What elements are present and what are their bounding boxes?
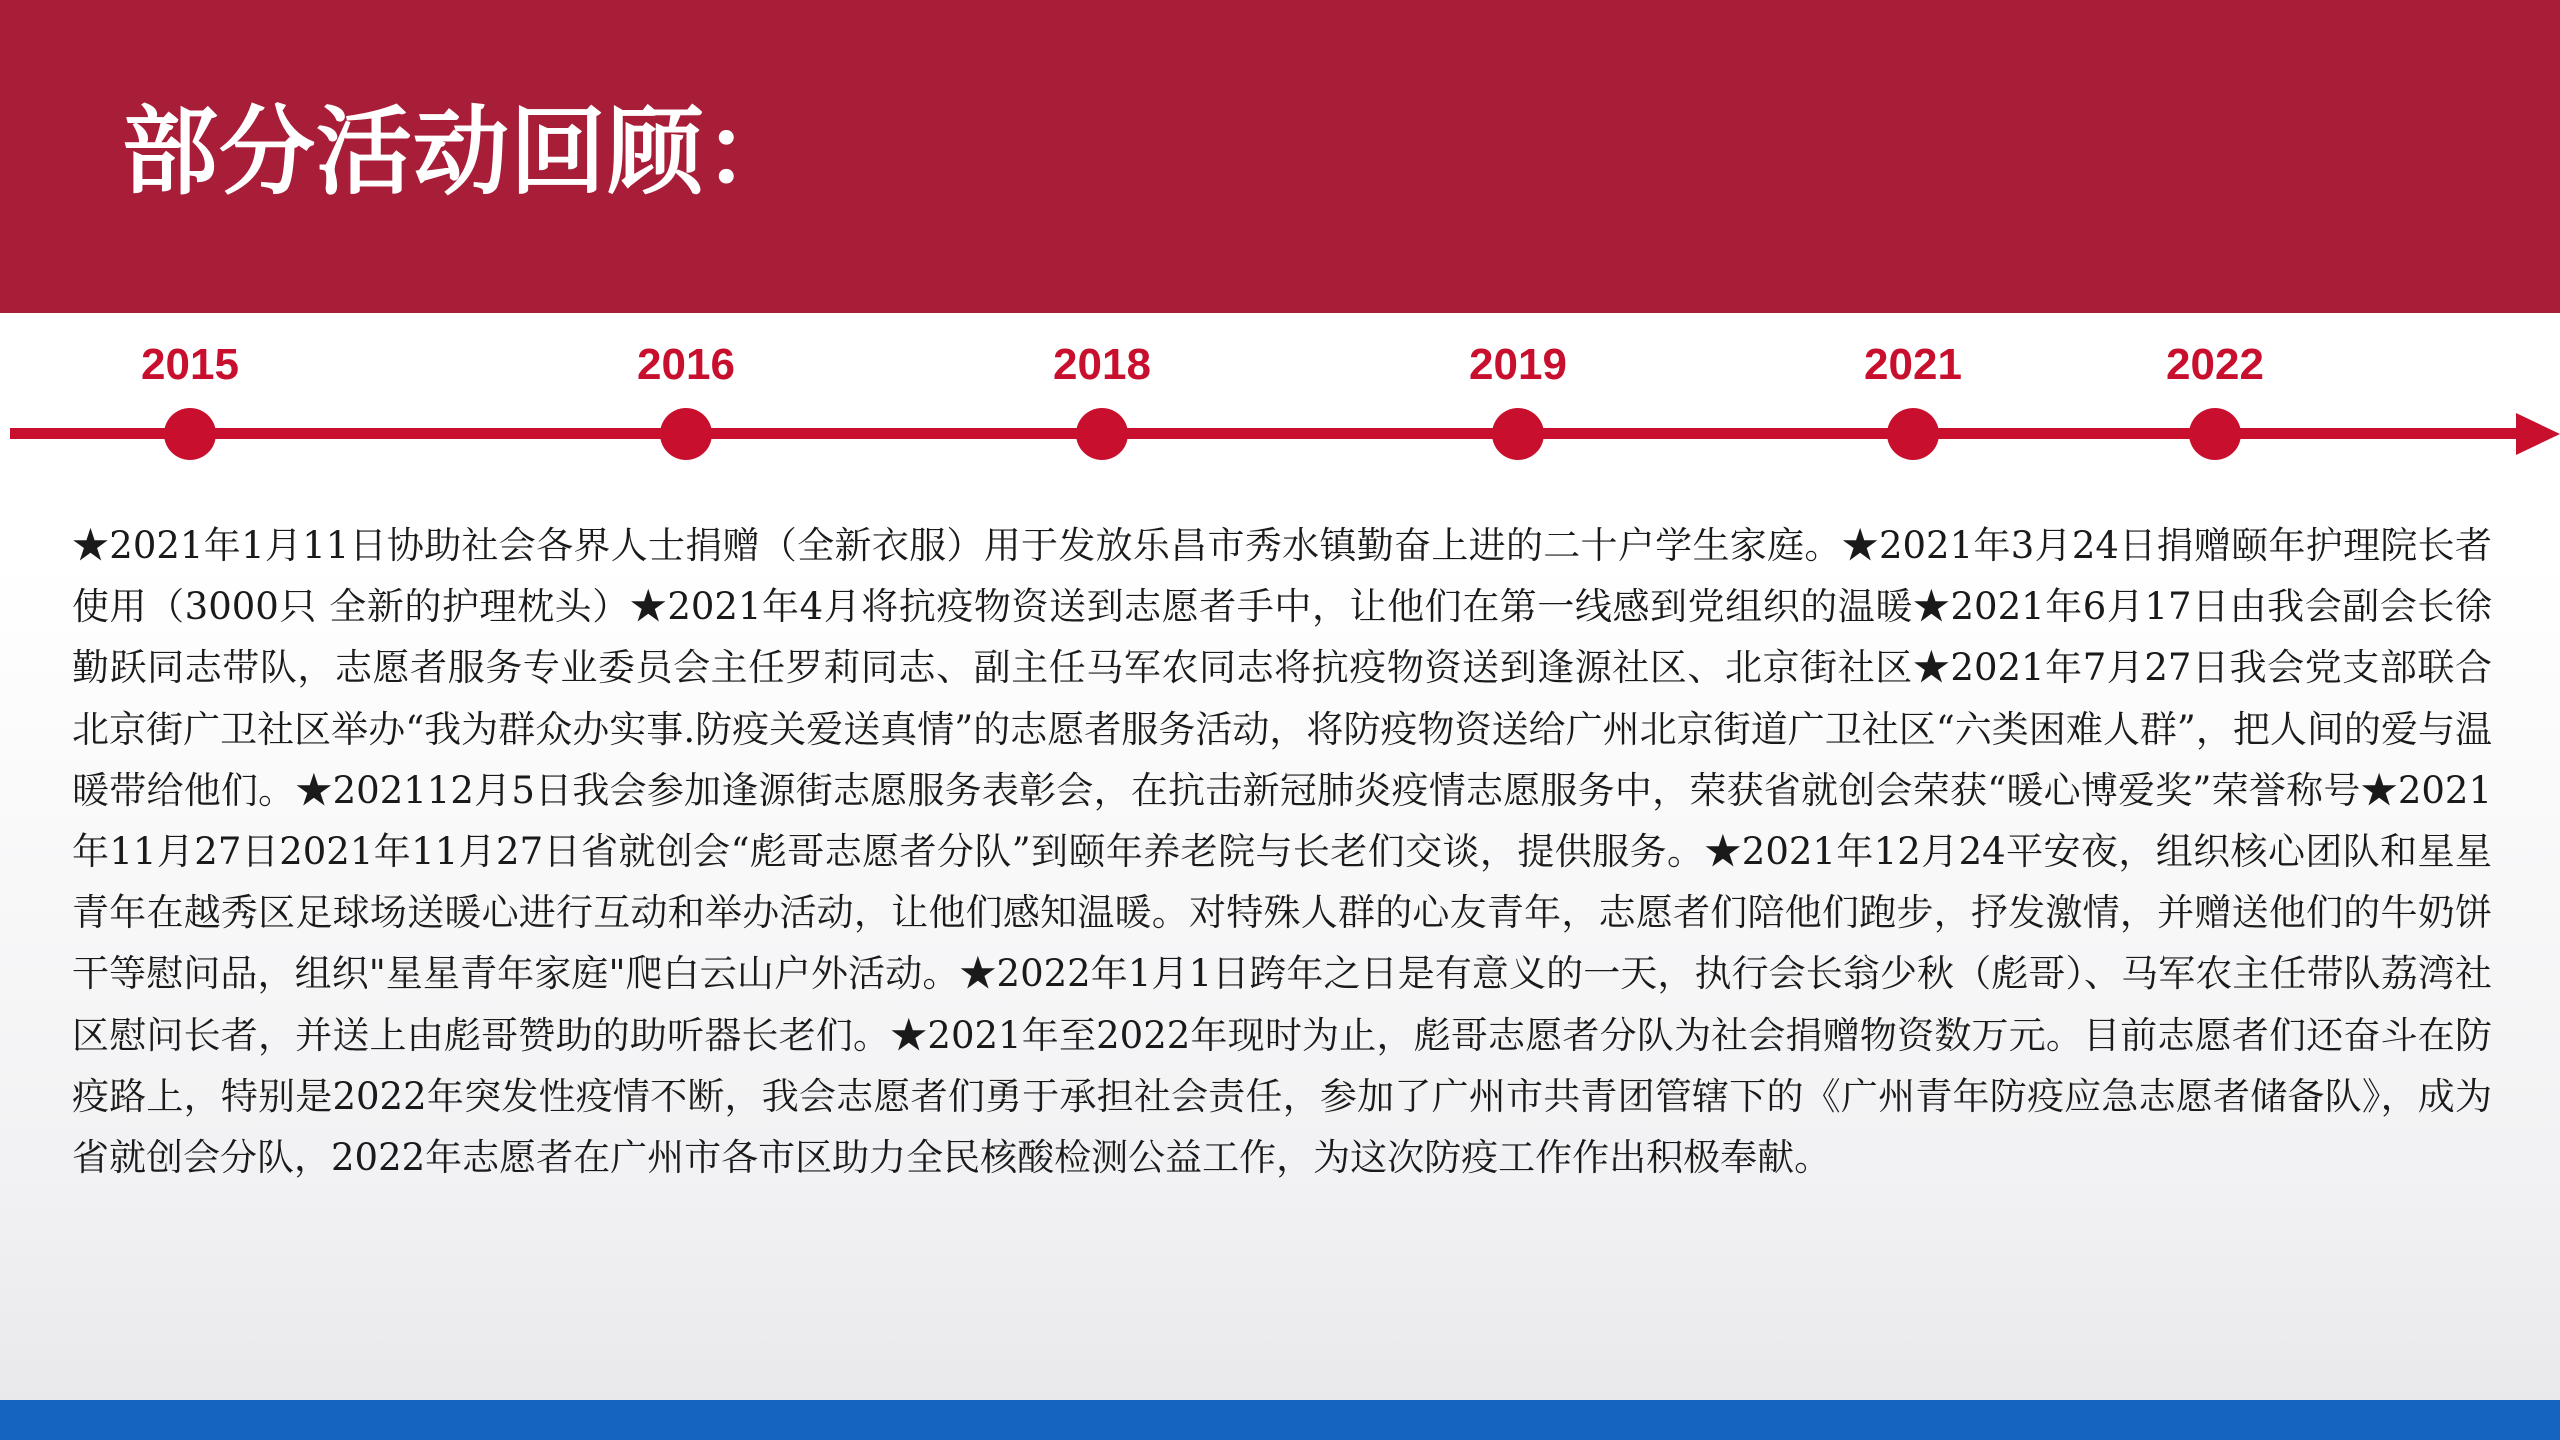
activity-description: ★2021年1月11日协助社会各界人士捐赠（全新衣服）用于发放乐昌市秀水镇勤奋上进的二十户学生家庭。★2021年3月24日捐赠颐年护理院长者使用（3000只 全新的护理枕头）★2021年4月将抗疫物资送到志愿者手中，让他们在第一线感到党组织的温暖★2021年6月17日由我会副会长徐勤跃同志带队，志愿者服务专业委员会主任罗莉同志、副主任马军农同志将抗疫物资送到逢源社区、北京街社区★2021年7月27日我会党支部联合北京街广卫社区举办“我为群众办实事.防疫关爱送真情”的志愿者服务活动，将防疫物资送给广州北京街道广卫社区“六类困难人群”，把人间的爱与温暖带给他们。★202112月5日我会参加逢源街志愿服务表彰会，在抗击新冠肺炎疫情志愿服务中，荣获省就创会荣获“暖心博爱奖”荣誉称号★2021年11月27日2021年11月27日省就创会“彪哥志愿者分队”到颐年养老院与长老们交谈，提供服务。★2021年12月24平安夜，组织核心团队和星星青年在越秀区足球场送暖心进行互动和举办活动，让他们感知温暖。对特殊人群的心友青年，志愿者们陪他们跑步，抒发激情，并赠送他们的牛奶饼干等慰问品，组织"星星青年家庭"爬白云山户外活动。★2022年1月1日跨年之日是有意义的一天，执行会长翁少秋（彪哥）、马军农主任带队荔湾社区慰问长者，并送上由彪哥赞助的助听器长老们。★2021年至2022年现时为止，彪哥志愿者分队为社会捐赠物资数万元。目前志愿者们还奋斗在防疫路上，特别是2022年突发性疫情不断，我会志愿者们勇于承担社会责任，参加了广州市共青团管辖下的《广州青年防疫应急志愿者储备队》，成为省就创会分队，2022年志愿者在广州市各市区助力全民核酸检测公益工作，为这次防疫工作作出积极奉献。 <box>72 524 2492 1180</box>
timeline-year-label: 2021 <box>1864 340 1962 389</box>
timeline-year-label: 2018 <box>1053 340 1151 389</box>
timeline-dot <box>1887 408 1939 460</box>
timeline-line <box>10 428 2520 439</box>
timeline-dot <box>1076 408 1128 460</box>
timeline-year-label: 2019 <box>1469 340 1567 389</box>
timeline-year-label: 2022 <box>2166 340 2264 389</box>
timeline-year-label: 2015 <box>141 340 239 389</box>
timeline-year-label: 2016 <box>637 340 735 389</box>
timeline-dot <box>164 408 216 460</box>
timeline <box>0 330 2560 490</box>
timeline-dot <box>1492 408 1544 460</box>
header-banner <box>0 0 2560 313</box>
timeline-dot <box>2189 408 2241 460</box>
footer-bar <box>0 1400 2560 1440</box>
timeline-arrow-icon <box>2516 413 2560 455</box>
timeline-dot <box>660 408 712 460</box>
page-title: 部分活动回顾： <box>122 96 801 208</box>
